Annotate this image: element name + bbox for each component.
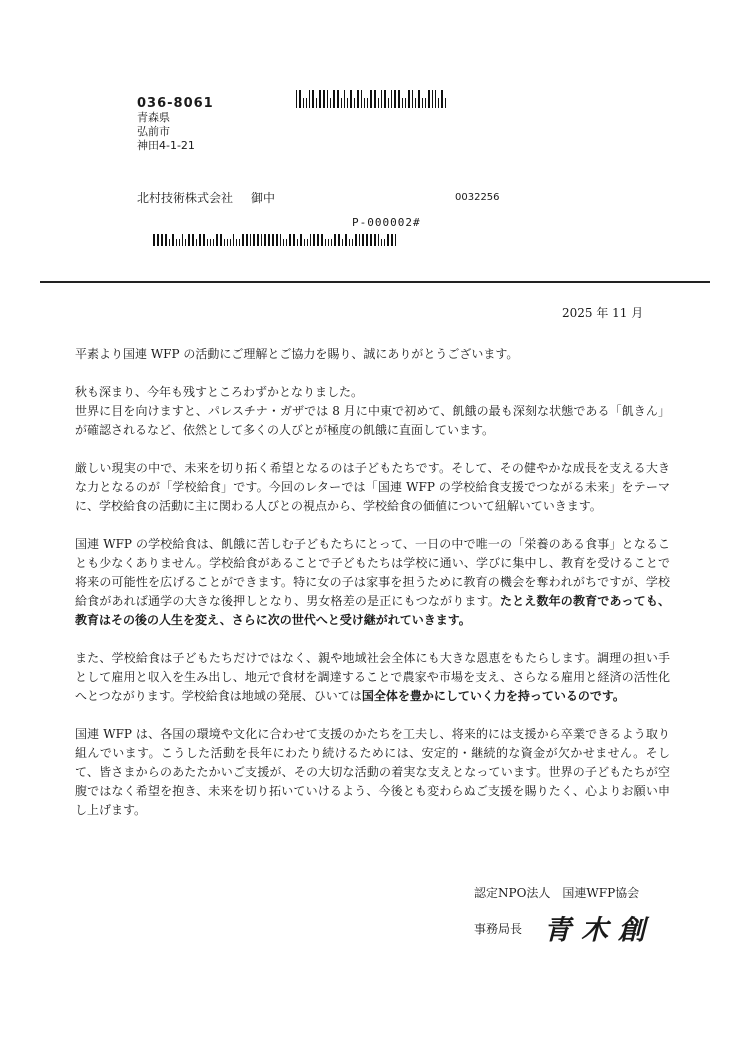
barcode-bar bbox=[196, 239, 197, 246]
paragraph-text: 国連 WFP の学校給食は、飢餓に苦しむ子どもたちにとって、一日の中で唯一の「栄養のある食事」となることも少なくありません。学校給食があることで子どもたちは学校に通い、学びに集中し、教育を受けることで将来の可能性を広げることができます。特に女の子は家事を担うために教育の機会を奪われがちですが、学校給食があれば通学の大きな後押しとなり、男女格差の是正にもつながります。 bbox=[75, 537, 670, 608]
barcode-bar bbox=[203, 234, 205, 246]
p-code: P-000002# bbox=[352, 216, 421, 229]
address-block bbox=[137, 97, 214, 153]
barcode-bar bbox=[381, 239, 382, 246]
barcode-bar bbox=[323, 90, 325, 108]
barcode-bar bbox=[312, 90, 314, 108]
barcode-bar bbox=[176, 239, 177, 246]
customer-barcode bbox=[153, 234, 398, 246]
barcode-bar bbox=[309, 90, 310, 108]
barcode-bar bbox=[299, 90, 301, 108]
barcode-bar bbox=[199, 234, 201, 246]
barcode-bar bbox=[272, 234, 274, 246]
barcode-bar bbox=[313, 234, 315, 246]
barcode-bar bbox=[192, 234, 194, 246]
barcode-bar bbox=[354, 98, 355, 108]
barcode-bar bbox=[210, 239, 211, 246]
emphasis-text: 国全体を豊かにしていく力を持っているのです。 bbox=[361, 689, 625, 703]
barcode-bar bbox=[374, 90, 376, 108]
paragraph-season: 秋も深まり、今年も残すところわずかとなりました。 bbox=[75, 385, 364, 399]
barcode-bar bbox=[328, 239, 329, 246]
barcode-bar bbox=[307, 239, 308, 246]
barcode-bar bbox=[445, 98, 446, 108]
barcode-bar bbox=[359, 234, 360, 246]
barcode-bar bbox=[327, 90, 328, 108]
customer-code: 0032256 bbox=[455, 192, 500, 203]
barcode-bar bbox=[230, 239, 231, 246]
barcode-bar bbox=[250, 234, 251, 246]
barcode-bar bbox=[220, 234, 222, 246]
barcode-bar bbox=[216, 234, 218, 246]
barcode-bar bbox=[304, 239, 305, 246]
barcode-bar bbox=[283, 239, 284, 246]
barcode-bar bbox=[157, 234, 159, 246]
barcode-bar bbox=[331, 239, 332, 246]
barcode-bar bbox=[408, 90, 410, 108]
barcode-bar bbox=[153, 234, 155, 246]
barcode-bar bbox=[310, 234, 311, 246]
paragraph-closing: 国連 WFP は、各国の環境や文化に合わせて支援のかたちを工夫し、将来的には支援から卒業できるよう取り組んでいます。こうした活動を長年にわたり続けるためには、安定的・継続的な資金が欠かせません。そして、皆さまからのあたたかいご支援が、その大切な活動の着実な支えとなっています。世界の子どもたちが空腹ではなく希望を抱き、未来を切り拓いていけるよう、今後とも変わらぬご支援を賜りたく、心よりお願い申し上げます。 bbox=[75, 727, 670, 817]
barcode-bar bbox=[242, 234, 244, 246]
barcode-bar bbox=[233, 234, 234, 246]
barcode-bar bbox=[428, 90, 430, 108]
barcode-bar bbox=[317, 234, 319, 246]
paragraph-school-meals-intro: 厳しい現実の中で、未来を切り拓く希望となるのは子どもたちです。そして、その健やかな成長を支える大きな力となるのが「学校給食」です。今回のレターでは「国連 WFP の学校給食支援でつながる未来」をテーマに、学校給食の活動に主に関わる人びとの視点から、学校給食の価値について紐解いていきます。 bbox=[75, 461, 670, 513]
barcode-bar bbox=[264, 234, 266, 246]
barcode-bar bbox=[342, 239, 343, 246]
barcode-bar bbox=[352, 239, 353, 246]
address-prefecture: 青森県 bbox=[137, 111, 170, 124]
barcode-bar bbox=[169, 239, 170, 246]
barcode-bar bbox=[367, 98, 368, 108]
barcode-bar bbox=[435, 90, 436, 108]
barcode-bar bbox=[345, 234, 347, 246]
barcode-bar bbox=[432, 90, 433, 108]
barcode-bar bbox=[188, 234, 190, 246]
barcode-bar bbox=[357, 90, 359, 108]
barcode-bar bbox=[276, 234, 278, 246]
barcode-bar bbox=[381, 90, 382, 108]
barcode-bar bbox=[438, 98, 439, 108]
barcode-bar bbox=[334, 234, 336, 246]
emphasis-text: たとえ数年の教育であっても、教育はその後の人生を変え、さらに次の世代へと受け継がれていきます。 bbox=[75, 594, 671, 627]
barcode-bar bbox=[361, 90, 362, 108]
barcode-bar bbox=[261, 234, 262, 246]
recipient-honorific: 御中 bbox=[251, 191, 276, 205]
barcode-bar bbox=[387, 234, 389, 246]
letter-body bbox=[75, 345, 670, 839]
barcode-bar bbox=[165, 234, 167, 246]
paragraph-gaza: 世界に目を向けますと、パレスチナ・ガザでは 8 月に中東で初めて、飢餓の最も深刻な状態である「飢きん」が確認されるなど、依然として多くの人びとが極度の飢餓に直面しています。 bbox=[75, 404, 670, 437]
barcode-bar bbox=[384, 239, 385, 246]
paragraph-community-benefit bbox=[75, 649, 670, 706]
barcode-bar bbox=[394, 90, 396, 108]
recipient bbox=[137, 189, 275, 206]
barcode-bar bbox=[441, 90, 443, 108]
barcode-bar bbox=[364, 98, 365, 108]
barcode-bar bbox=[172, 234, 174, 246]
barcode-bar bbox=[316, 98, 317, 108]
signature-organization: 認定NPO法人 国連WFP協会 bbox=[474, 886, 640, 900]
barcode-bar bbox=[257, 234, 259, 246]
barcode-bar bbox=[182, 234, 183, 246]
barcode-bar bbox=[321, 234, 323, 246]
barcode-bar bbox=[325, 239, 326, 246]
recipient-company: 北村技術株式会社 bbox=[137, 191, 234, 205]
barcode-bar bbox=[347, 98, 348, 108]
barcode-bar bbox=[333, 90, 335, 108]
barcode-bar bbox=[297, 239, 298, 246]
barcode-bar bbox=[280, 234, 281, 246]
barcode-bar bbox=[337, 90, 339, 108]
barcode-bar bbox=[330, 98, 331, 108]
paragraph-text: また、学校給食は子どもたちだけではなく、親や地域社会全体にも大きな恩恵をもたらします。調理の担い手として雇用と収入を生み出し、地元で食材を調達することで農家や市場を支え、さらなる雇用と経済の活性化へとつながります。学校給食は地域の発展、ひいては bbox=[75, 651, 670, 703]
barcode-bar bbox=[213, 239, 214, 246]
barcode-bar bbox=[344, 90, 345, 108]
signature-handwritten-name: 青木創 bbox=[544, 915, 655, 946]
barcode-bar bbox=[306, 98, 307, 108]
barcode-bar bbox=[391, 90, 392, 108]
barcode-bar bbox=[300, 234, 302, 246]
barcode-bar bbox=[422, 98, 423, 108]
barcode-bar bbox=[179, 239, 180, 246]
barcode-bar bbox=[378, 234, 379, 246]
barcode-bar bbox=[388, 98, 389, 108]
barcode-bar bbox=[338, 234, 340, 246]
barcode-bar bbox=[239, 239, 240, 246]
barcode-bar bbox=[246, 234, 248, 246]
barcode-bar bbox=[378, 98, 379, 108]
header-divider bbox=[40, 281, 710, 283]
barcode-bar bbox=[355, 234, 357, 246]
address-street: 神田4-1-21 bbox=[137, 139, 195, 152]
barcode-bar bbox=[341, 98, 342, 108]
barcode-bar bbox=[207, 239, 208, 246]
barcode-bar bbox=[286, 239, 287, 246]
barcode-bar bbox=[425, 98, 426, 108]
barcode-bar bbox=[319, 90, 321, 108]
address-city: 弘前市 bbox=[137, 125, 170, 138]
barcode-bar bbox=[415, 98, 416, 108]
barcode-bar bbox=[185, 239, 186, 246]
barcode-bar bbox=[370, 234, 372, 246]
barcode-bar bbox=[253, 234, 255, 246]
barcode-bar bbox=[402, 98, 403, 108]
postal-code: 036-8061 bbox=[137, 96, 214, 111]
barcode-bar bbox=[384, 90, 386, 108]
barcode-bar bbox=[227, 239, 228, 246]
barcode-bar bbox=[374, 234, 376, 246]
barcode-bar bbox=[296, 90, 297, 108]
paragraph-greeting: 平素より国連 WFP の活動にご理解とご協力を賜り、誠にありがとうございます。 bbox=[75, 347, 519, 361]
barcode-bar bbox=[412, 90, 413, 108]
barcode-bar bbox=[391, 234, 393, 246]
barcode-bar bbox=[370, 90, 372, 108]
barcode-bar bbox=[224, 239, 225, 246]
barcode-bar bbox=[366, 234, 368, 246]
barcode-bar bbox=[349, 239, 350, 246]
barcode-bar bbox=[293, 234, 295, 246]
paragraph-school-meals-value bbox=[75, 535, 670, 630]
signature-title: 事務局長 bbox=[474, 922, 523, 936]
barcode-bar bbox=[362, 234, 364, 246]
postal-barcode bbox=[296, 90, 448, 108]
barcode-bar bbox=[289, 234, 291, 246]
barcode-bar bbox=[236, 239, 237, 246]
barcode-bar bbox=[418, 90, 420, 108]
barcode-bar bbox=[395, 234, 396, 246]
barcode-bar bbox=[398, 90, 400, 108]
barcode-bar bbox=[161, 234, 163, 246]
barcode-bar bbox=[350, 90, 352, 108]
barcode-bar bbox=[268, 234, 270, 246]
barcode-bar bbox=[405, 98, 406, 108]
barcode-bar bbox=[303, 98, 304, 108]
letter-date: 2025 年 11 月 bbox=[562, 306, 644, 320]
